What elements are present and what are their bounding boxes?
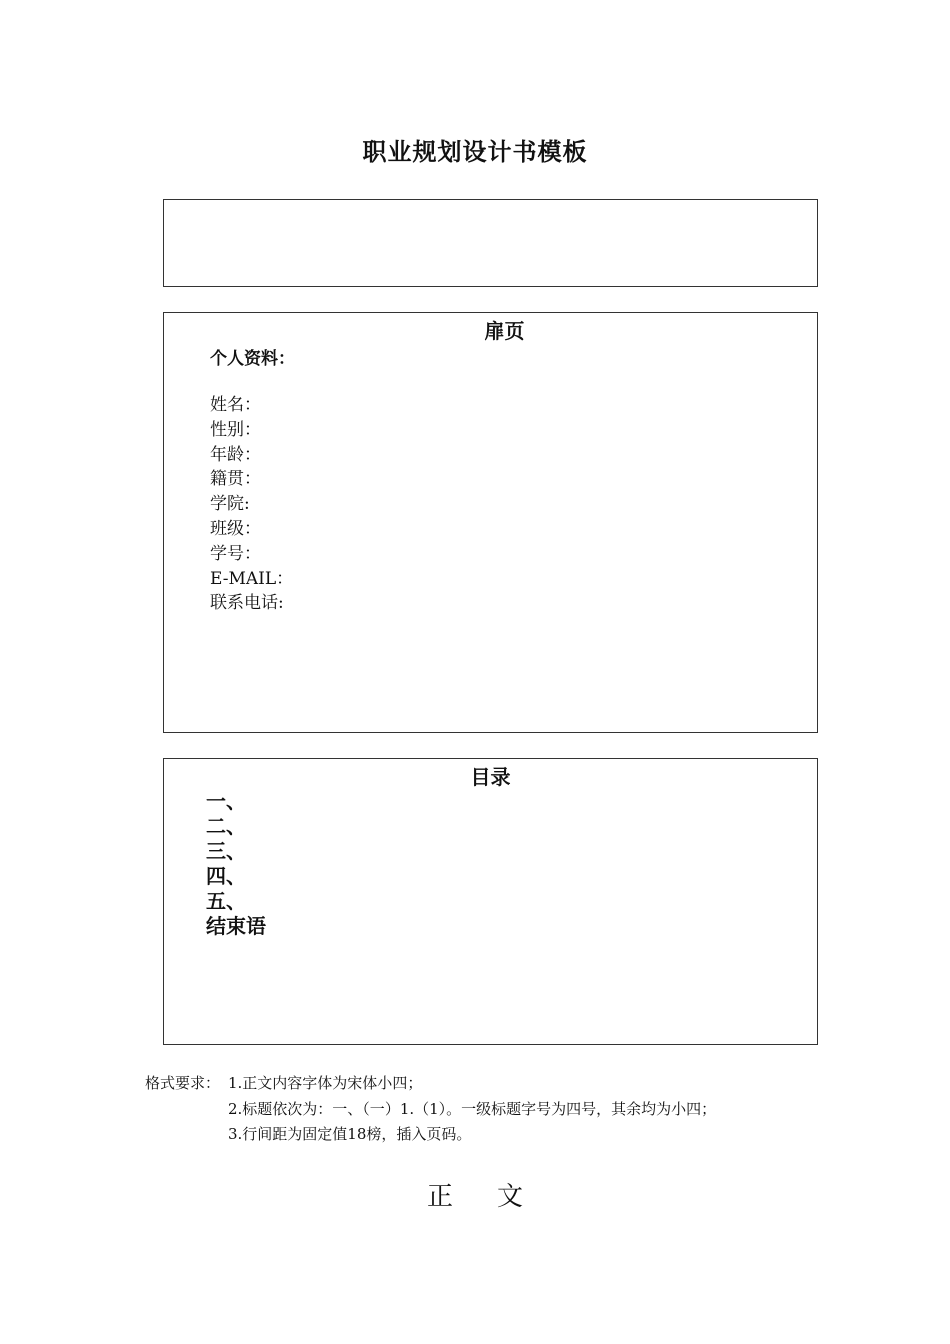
field-hometown: 籍贯： xyxy=(210,469,261,490)
field-gender: 性别： xyxy=(210,419,261,440)
field-student-id: 学号： xyxy=(210,543,261,564)
toc-item: 四、 xyxy=(206,864,246,888)
profile-heading: 个人资料： xyxy=(210,349,295,369)
format-row xyxy=(145,1071,716,1097)
toc-item: 一、 xyxy=(206,789,246,813)
field-email: E-MAIL： xyxy=(210,568,294,589)
field-phone: 联系电话: xyxy=(210,593,284,614)
format-row xyxy=(145,1122,716,1148)
field-age: 年龄： xyxy=(210,444,261,465)
field-college: 学院: xyxy=(210,494,250,515)
toc-heading: 目录 xyxy=(470,765,511,789)
cover-page-box xyxy=(163,312,818,733)
format-item: 1.正文内容字体为宋体小四； xyxy=(228,1074,423,1092)
toc-item: 三、 xyxy=(206,839,246,863)
table-of-contents-box xyxy=(163,758,818,1045)
format-row xyxy=(145,1097,716,1123)
format-item: 2.标题依次为：一、（一）1.（1）。一级标题字号为四号，其余均为小四； xyxy=(228,1099,717,1118)
format-label: 格式要求： xyxy=(145,1074,221,1092)
cover-heading: 扉页 xyxy=(484,319,525,343)
toc-list xyxy=(206,789,266,939)
body-heading: 正文 xyxy=(426,1182,567,1212)
field-class: 班级： xyxy=(210,518,261,539)
toc-item-conclusion: 结束语 xyxy=(206,914,266,938)
format-item: 3.行间距为固定值18榜，插入页码。 xyxy=(228,1125,472,1143)
format-requirements xyxy=(145,1071,716,1148)
blank-box xyxy=(163,199,818,287)
toc-item: 五、 xyxy=(206,889,246,913)
profile-field-list xyxy=(210,393,293,616)
page-title: 职业规划设计书模板 xyxy=(362,138,588,166)
toc-item: 二、 xyxy=(206,814,246,838)
field-name: 姓名： xyxy=(210,395,261,415)
